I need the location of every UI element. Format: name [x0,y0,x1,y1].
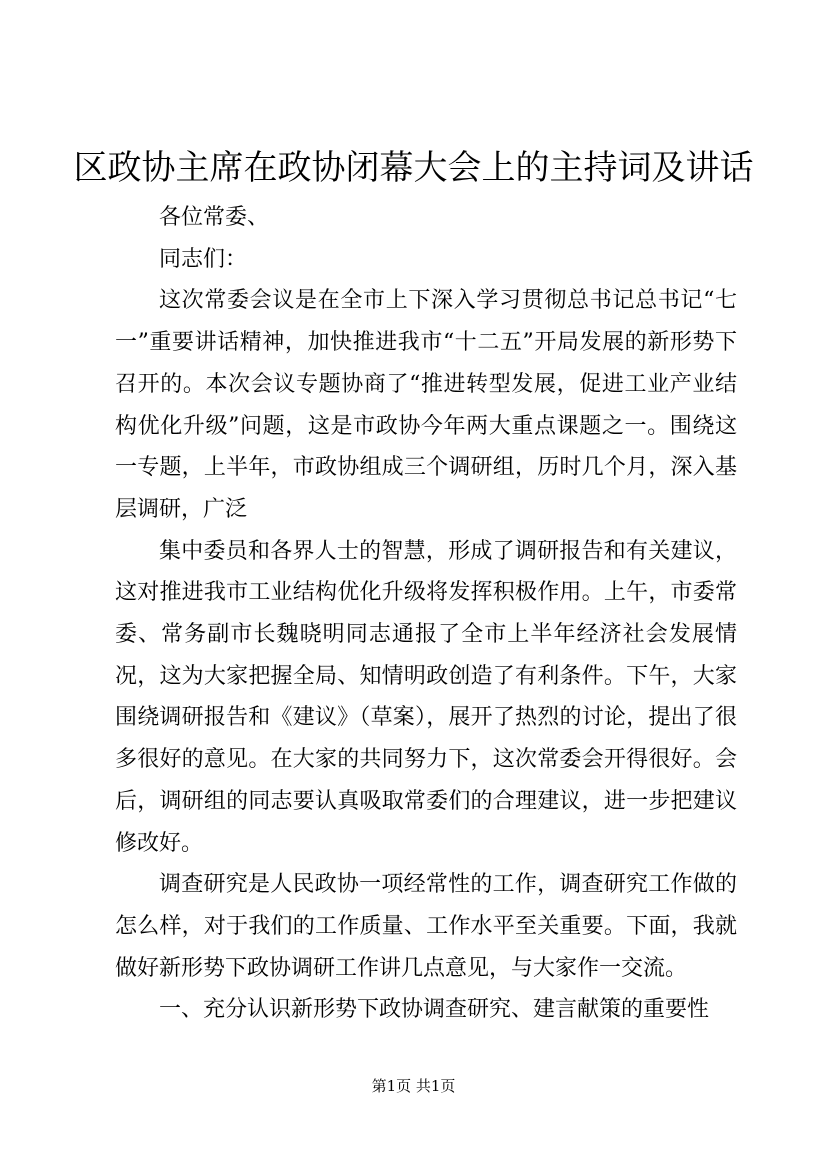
paragraph-research: 调查研究是人民政协一项经常性的工作，调查研究工作做的怎么样，对于我们的工作质量、工作水平至关重要。下面，我就做好新形势下政协调研工作讲几点意见，与大家作一交流。 [115,872,737,981]
paragraph-intro: 这次常委会议是在全市上下深入学习贯彻总书记总书记“七一”重要讲话精神，加快推进我市“十二五”开局发展的新形势下召开的。本次会议专题协商了“推进转型发展，促进工业产业结构优化升级”问题，这是市政协今年两大重点课题之一。围绕这一专题，上半年，市政协组成三个调研组，历时几个月，深入基层调研，广泛 [115,288,737,522]
paragraph-summary: 集中委员和各界人士的智慧，形成了调研报告和有关建议，这对推进我市工业结构优化升级将发挥积极作用。上午，市委常委、常务副市长魏晓明同志通报了全市上半年经济社会发展情况，这为大家把握全局、知情明政创造了有利条件。下午，大家围绕调研报告和《建议》（草案），展开了热烈的讨论，提出了很多很好的意见。在大家的共同努力下，这次常委会开得很好。会后，调研组的同志要认真吸取常委们的合理建议，进一步把建议修改好。 [115,538,737,856]
document-title: 区政协主席在政协闭幕大会上的主持词及讲话 [73,148,754,188]
section-heading-1: 一、充分认识新形势下政协调查研究、建言献策的重要性 [159,997,710,1023]
paragraph-salutation-2: 同志们： [159,246,248,272]
page-footer: 第1页 共1页 [371,1077,456,1095]
document-body [115,197,737,1031]
paragraph-salutation-1: 各位常委、 [159,205,270,230]
